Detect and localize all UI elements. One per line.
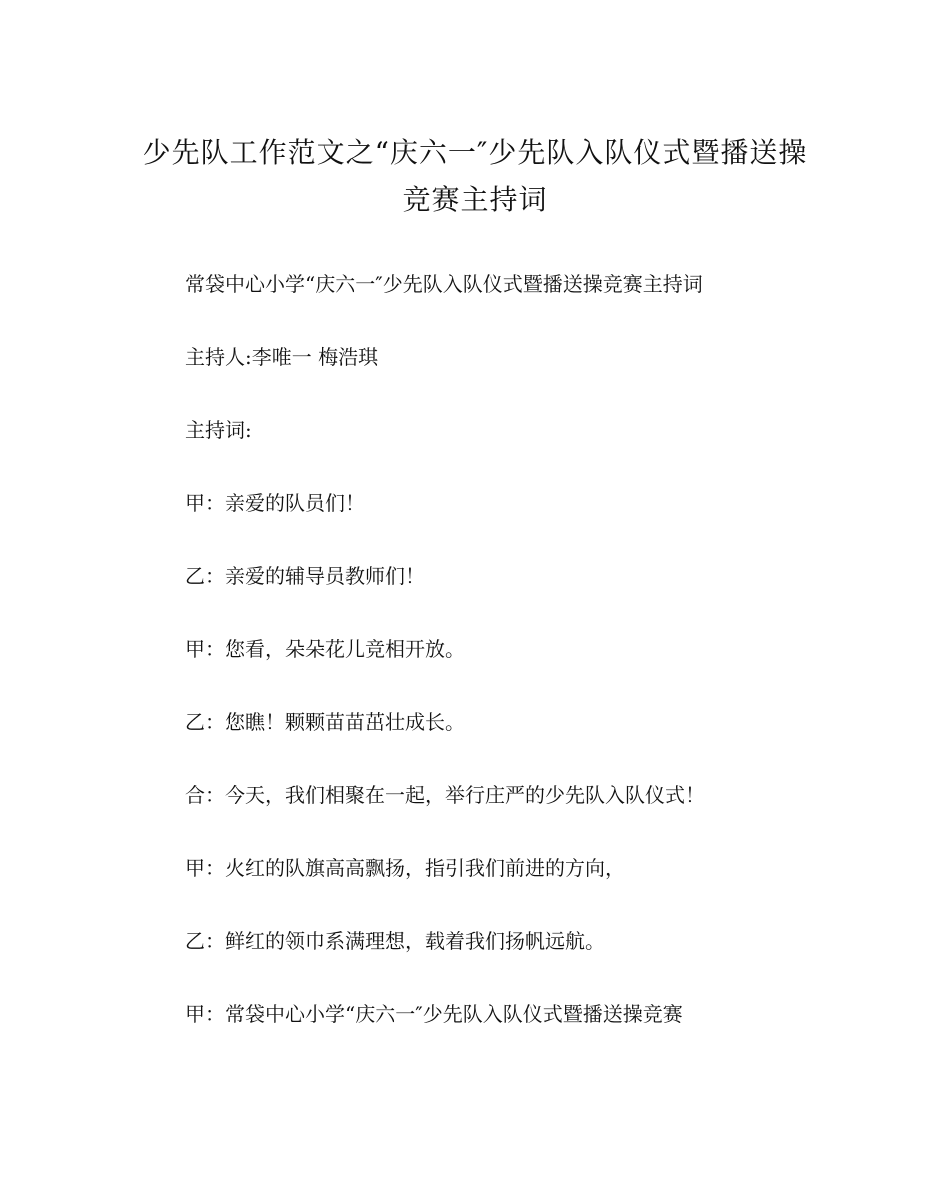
document-title-line-2: 竞赛主持词	[402, 183, 548, 216]
paragraph-subtitle: 常袋中心小学“庆六一″少先队入队仪式暨播送操竞赛主持词	[185, 272, 703, 296]
paragraph-line: 乙：亲爱的辅导员教师们！	[185, 564, 425, 588]
paragraph-line: 乙：您瞧！颗颗苗苗茁壮成长。	[185, 710, 465, 734]
paragraph-hosts: 主持人:李唯一 梅浩琪	[185, 345, 379, 369]
paragraph-line: 合：今天，我们相聚在一起，举行庄严的少先队入队仪式！	[185, 783, 705, 807]
paragraph-script-heading: 主持词:	[185, 418, 252, 442]
paragraph-line: 乙：鲜红的领巾系满理想，载着我们扬帆远航。	[185, 929, 605, 953]
paragraph-line: 甲：亲爱的队员们！	[185, 491, 365, 515]
paragraph-line: 甲：您看，朵朵花儿竞相开放。	[185, 637, 465, 661]
paragraph-line: 甲：火红的队旗高高飘扬，指引我们前进的方向，	[185, 856, 625, 880]
document-title-line-1: 少先队工作范文之“庆六一″少先队入队仪式暨播送操	[142, 136, 808, 169]
paragraph-line: 甲：常袋中心小学“庆六一″少先队入队仪式暨播送操竞赛	[185, 1002, 683, 1026]
